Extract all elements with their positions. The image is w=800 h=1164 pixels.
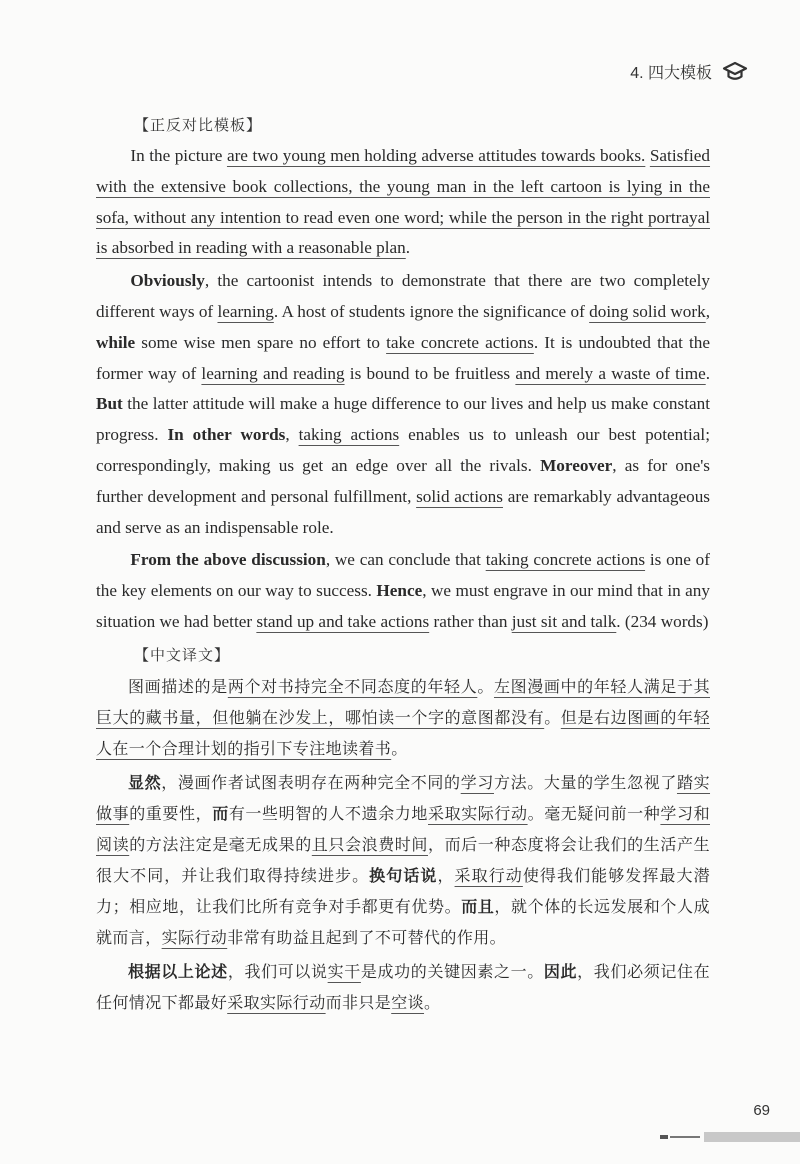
emphasis-text: 显然 xyxy=(128,772,162,792)
text-run: , xyxy=(705,301,710,321)
underlined-phrase: take concrete actions xyxy=(386,332,534,352)
emphasis-text: Obviously xyxy=(130,271,205,291)
text-run: . xyxy=(705,363,711,383)
underlined-phrase: 且只会浪费时间 xyxy=(311,834,428,854)
emphasis-text: Hence xyxy=(376,581,423,601)
underlined-phrase: 采取实际行动 xyxy=(428,803,528,823)
section-title: 4. 四大模板 xyxy=(630,64,712,82)
text-run: In the picture xyxy=(130,146,227,165)
essay-paragraph xyxy=(96,545,710,637)
emphasis-text: while xyxy=(96,332,136,352)
text-run: . xyxy=(405,238,411,258)
text-run: ，漫画作者试图表明存在两种完全不同的 xyxy=(161,772,461,792)
text-run: . A host of students ignore the significance of xyxy=(273,301,590,321)
underlined-phrase: stand up and take actions xyxy=(256,611,430,631)
graduation-cap-icon xyxy=(722,60,748,82)
text-run: 。 xyxy=(424,992,441,1012)
text-run: rather than xyxy=(429,611,512,631)
text-run: some wise men spare no effort to xyxy=(135,332,387,352)
emphasis-text: From the above discussion xyxy=(130,550,326,570)
underlined-phrase: doing solid work xyxy=(589,301,706,321)
underlined-phrase: Satisfied with the extensive book collections, the young man in the left cartoon is lying in the sofa, without any intention to read even one word; while the person in the right portrayal is absorbed in reading with a reasonable plan xyxy=(96,146,711,258)
text-run: 是成功的关键因素之一。 xyxy=(360,961,544,981)
text-run: 方法。大量的学生忽视了 xyxy=(493,772,677,792)
underlined-phrase: just sit and talk xyxy=(511,611,617,631)
emphasis-text: In other words xyxy=(167,425,286,445)
translation-label: 【中文译文】 xyxy=(134,645,231,664)
essay-paragraph xyxy=(96,141,710,264)
underlined-phrase: 踏实做事 xyxy=(96,772,711,823)
emphasis-text: 换句话说 xyxy=(369,865,438,885)
emphasis-text: Moreover xyxy=(540,455,613,475)
text-run: enables us to unleash our best potential; correspondingly, making us get an edge over all the rivals. xyxy=(96,425,710,475)
text-run: 非常有助益且起到了不可替代的作用。 xyxy=(227,927,507,947)
text-run: 使得我们能够发挥最大潜力；相应地，让我们比所有竞争对手都更有优势。 xyxy=(96,865,710,916)
underlined-phrase: are two young men holding adverse attitudes towards books. xyxy=(226,146,646,165)
text-run: , we can conclude that xyxy=(325,550,486,570)
translation-paragraph xyxy=(96,956,710,1018)
text-run: 。 xyxy=(477,676,494,696)
emphasis-text: But xyxy=(96,394,123,414)
text-run: ，就个体的长远发展和个人成就而言， xyxy=(96,896,710,947)
footer-decoration xyxy=(660,1132,800,1142)
template-label: 【正反对比模板】 xyxy=(134,116,263,134)
underlined-phrase: 学习 xyxy=(460,772,494,792)
text-run: . It is undoubted that the former way of xyxy=(96,332,710,383)
emphasis-text: 而 xyxy=(212,803,229,823)
page-content xyxy=(96,108,710,1018)
text-run: 图画描述的是 xyxy=(128,676,228,696)
page-number: 69 xyxy=(753,1102,770,1119)
emphasis-text: 而且 xyxy=(461,896,495,916)
text-run: 。 xyxy=(544,707,561,727)
text-run: ， xyxy=(437,865,455,885)
text-run: 的方法注定是毫无成果的 xyxy=(129,834,312,854)
underlined-phrase: 采取实际行动 xyxy=(227,992,326,1012)
underlined-phrase: 学习和阅读 xyxy=(96,803,710,854)
text-run: ，我们必须记住在任何情况下都最好 xyxy=(96,961,711,1012)
section-header xyxy=(630,58,748,84)
translation-paragraph xyxy=(96,671,710,764)
text-run: . (234 words) xyxy=(616,611,709,631)
emphasis-text: 因此 xyxy=(543,961,578,981)
text-run: 有一些明智的人不遗余力地 xyxy=(228,803,428,823)
underlined-phrase: 空谈 xyxy=(391,992,425,1012)
text-run: , xyxy=(285,425,299,445)
underlined-phrase: 实际行动 xyxy=(161,927,228,947)
underlined-phrase: 采取行动 xyxy=(454,865,523,885)
text-run: are remarkably advantageous and serve as an indispensable role. xyxy=(96,486,710,537)
essay-paragraph xyxy=(96,266,710,543)
underlined-phrase: learning xyxy=(217,301,274,321)
underlined-phrase: solid actions xyxy=(416,486,503,506)
text-run: is one of the key elements on our way to success. xyxy=(96,550,710,601)
underlined-phrase: 左图漫画中的年轻人满足于其巨大的藏书量，但他躺在沙发上，哪怕读一个字的意图都没有 xyxy=(96,676,710,727)
text-run: is bound to be fruitless xyxy=(344,363,516,383)
emphasis-text: 根据以上论述 xyxy=(128,961,228,981)
underlined-phrase: 实干 xyxy=(327,961,361,981)
underlined-phrase: learning and reading xyxy=(201,363,345,383)
text-run: 。 xyxy=(391,738,408,758)
text-run: 的重要性， xyxy=(129,803,213,823)
underlined-phrase: and merely a waste of time xyxy=(515,363,706,383)
translation-paragraph xyxy=(96,767,710,953)
text-run: 而非只是 xyxy=(325,992,392,1012)
text-run: , the cartoonist intends to demonstrate that there are two completely different ways of xyxy=(96,271,710,321)
text-run: 。毫无疑问前一种 xyxy=(527,803,661,823)
text-run: ，而后一种态度将会让我们的生活产生很大不同，并让我们取得持续进步。 xyxy=(96,834,710,885)
underlined-phrase: 两个对书持完全不同态度的年轻人 xyxy=(227,676,478,696)
text-run: , we must engrave in our mind that in any situation we had better xyxy=(96,581,710,631)
underlined-phrase: taking actions xyxy=(298,425,400,445)
text-run: ，我们可以说 xyxy=(227,961,328,981)
text-run: , as for one's further development and personal fulfillment, xyxy=(96,455,711,506)
underlined-phrase: taking concrete actions xyxy=(485,550,646,570)
underlined-phrase: 但是右边图画的年轻人在一个合理计划的指引下专注地读着书 xyxy=(96,707,710,758)
text-run: the latter attitude will make a huge difference to our lives and help us make constant progress. xyxy=(96,394,710,445)
